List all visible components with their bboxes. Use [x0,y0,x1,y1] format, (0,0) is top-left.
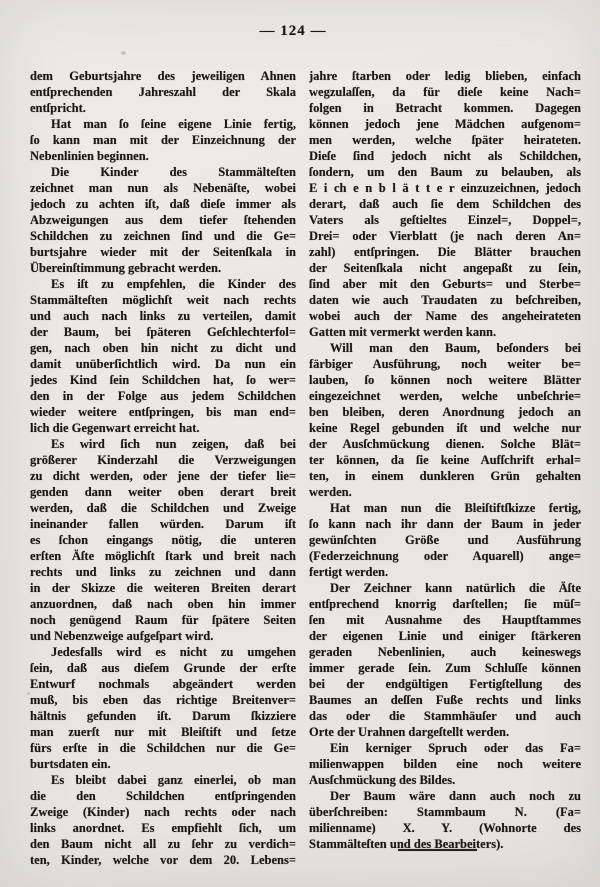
text-line: ten, in einem dunkleren Grün gehalten [309,469,581,483]
text-line: Ein kerniger Spruch oder das Fa= [330,741,581,755]
text-line: zu dicht werden, oder jene der tiefer lie= [30,469,296,483]
text-line: ſondern, um den Baum zu belauben, als [309,165,581,179]
scan-speck [121,51,126,55]
text-line: Nebenlinien beginnen. [30,149,149,163]
text-line: keine Regel gebunden iſt und welche nur [309,421,581,435]
text-line: zeichnet man nun als Nebenäſte, wobei [30,181,296,195]
text-line: ter können, da ſie keine Aufſchrift erhal= [309,453,581,467]
text-line: können jedoch jene Mädchen aufgenom= [309,117,581,131]
text-line: Jedesfalls wird es nicht zu umgehen [51,645,296,659]
text-line: noch genügend Raum für ſpätere Seiten [30,613,296,627]
text-line: milienname) X. Y. (Wohnorte des [309,821,581,835]
left-column [30,68,296,868]
text-line: Vaters als geſtieltes Einzel=, Doppel=, [309,213,581,227]
text-line: der Seitenſkala nicht angepaßt zu ſein, [309,261,581,275]
text-line: Stammälteſten möglichſt weit nach rechts [30,293,296,307]
text-line: Gatten mit vermerkt werden kann. [309,325,497,339]
text-line: die den Schildchen entſpringenden [30,789,296,803]
text-line: ineinander fallen würden. Darum iſt [30,517,296,531]
text-line: Der Baum wäre dann auch noch zu [330,789,581,803]
text-line: ſind aber mit den Geburts= und Sterbe= [309,277,581,291]
text-line: fertigt werden. [309,565,389,579]
text-line: ſen mit Ausnahme des Hauptſtammes [309,613,581,627]
text-line: lauben, ſo können noch weitere Blätter [309,373,581,387]
text-line: lich die Gegenwart erreicht hat. [30,421,200,435]
text-line: Es bleibt dabei ganz einerlei, ob man [51,773,296,787]
section-divider [398,849,477,851]
text-line: immer gerade ſein. Zum Schluſſe können [309,661,581,675]
text-line: rechts und links zu zeichnen und dann [30,565,296,579]
text-line: hältnis gefunden iſt. Darum ſkizziere [30,709,296,723]
text-line: erſten Äſte möglichſt ſtark und breit nach [30,549,296,563]
text-line: Übereinſtimmung gebracht werden. [30,261,222,275]
text-line: ſo kann nach ihr dann der Baum in jeder [309,517,581,531]
text-line: entſprechend knorrig darſtellen; ſie müſ= [309,597,581,611]
text-line: färbiger Ausführung, noch weiter be= [309,357,581,371]
text-line: fürs erſte in die Schildchen nur die Ge= [30,741,296,755]
text-line: den Baum nicht all zu ſehr zu verdich= [30,837,296,851]
text-line: daten wie auch Traudaten zu beſchreiben, [309,293,581,307]
text-line: burtsjahre wieder mit der Seitenſkala in [30,245,296,259]
text-line: genden dann weiter oben derart breit [30,485,296,499]
text-line: links anordnet. Es empfiehlt ſich, um [30,821,296,835]
scan-speck [540,420,543,422]
text-line: folgen in Betracht kommen. Dagegen [309,101,581,115]
text-line: anzuordnen, daß nach oben hin immer [30,597,296,611]
text-line: größerer Kinderzahl die Verzweigungen [30,453,296,467]
text-line: wieder weitere entſpringen, bis man end= [30,405,296,419]
text-line: ſo kann man mit der Einzeichnung der [30,133,296,147]
text-line: der eigenen Linie und einiger ſtärkeren [309,629,581,643]
right-column [309,68,581,852]
text-line: eingezeichnet werden, welche unbeſchrie= [309,389,581,403]
text-line: Dieſe ſind jedoch nicht als Schildchen, [309,149,581,163]
text-line: wobei auch der Name des angeheirateten [309,309,581,323]
text-line: und auch nach links zu verteilen, damit [30,309,296,323]
text-line: E i ch e n b l ä t t e r einzuzeichnen, jedoch [309,181,581,195]
text-line: (Federzeichnung oder Aquarell) ange= [309,549,581,563]
text-line: Stammälteſten und des Bearbeiters). [309,837,504,851]
text-line: burtsdaten ein. [30,757,111,771]
text-line: bei der endgültigen Fertigſtellung des [309,677,581,691]
text-line: zahl) entſpringen. Die Blätter brauchen [309,245,581,259]
text-line: ten, Kinder, welche vor dem 20. Lebens= [30,853,296,867]
text-line: Es iſt zu empfehlen, die Kinder des [51,277,296,291]
text-line: und Nebenzweige aufgeſpart wird. [30,629,214,643]
text-line: Orte der Urahnen dargeſtellt werden. [309,725,510,739]
text-line: Entwurf nochmals abgeändert werden [30,677,296,691]
text-line: muß, bis eben das richtige Breitenver= [30,693,296,707]
text-line: derart, daß auch ſie dem Schildchen des [309,197,581,211]
text-line: Will man den Baum, beſonders bei [330,341,581,355]
text-line: Abzweigungen aus dem tiefer ſtehenden [30,213,296,227]
text-line: werden. [309,485,352,499]
text-line: ben bleiben, deren Anordnung jedoch an [309,405,581,419]
text-line: dem Geburtsjahre des jeweiligen Ahnen [30,69,296,83]
scan-speck [27,692,30,695]
text-line: gewünſchten Größe und Ausführung [309,533,581,547]
text-line: den in der Folge aus jedem Schildchen [30,389,296,403]
page-number: — 124 — [259,23,327,39]
text-line: wegzulaſſen, da für dieſe keine Nach= [309,85,581,99]
text-line: men werden, welche ſpäter heirateten. [309,133,581,147]
text-line: geraden Nebenlinien, auch keineswegs [309,645,581,659]
text-line: es ſchon eingangs nötig, die unteren [30,533,296,547]
text-line: entſpricht. [30,101,86,115]
text-line: Die Kinder des Stammälteſten [51,165,296,179]
text-line: Hat man ſo ſeine eigene Linie fertig, [51,117,296,131]
text-line: Ausſchmückung des Bildes. [309,773,456,787]
text-line: Hat man nun die Bleiſtiftſkizze fertig, [330,501,581,515]
text-line: der Ausſchmückung dienen. Solche Blät= [309,437,581,451]
text-line: jedes Kind ſein Schildchen hat, ſo wer= [30,373,296,387]
text-line: überſchreiben: Stammbaum N. (Fa= [309,805,581,819]
text-line: in der Skizze die weiteren Breiten derart [30,581,296,595]
text-line: Es wird ſich nun zeigen, daß bei [51,437,296,451]
text-line: Baumes an deſſen Fuße rechts und links [309,693,581,707]
text-line: Schildchen zu zeichnen ſind und die Ge= [30,229,296,243]
text-line: damit unüberſichtlich wird. Da nun ein [30,357,296,371]
text-line: der Baum, bei ſpäteren Geſchlechterfol= [30,325,296,339]
text-line: entſprechenden Jahreszahl der Skala [30,85,296,99]
text-line: Drei= oder Vierblatt (je nach deren An= [309,229,581,243]
text-line: Zweige (Kinder) nach rechts oder nach [30,805,296,819]
text-line: man zuerſt nur mit Bleiſtift und ſetze [30,725,296,739]
text-line: ſein, daß aus dieſem Grunde der erſte [30,661,296,675]
text-line: Der Zeichner kann natürlich die Äſte [330,581,581,595]
text-line: werden, daß die Schildchen und Zweige [30,501,296,515]
text-line: gen, nach oben hin nicht zu dicht und [30,341,296,355]
text-line: jahre ſtarben oder ledig blieben, einfach [309,69,581,83]
text-line: jedoch zu achten iſt, daß dieſe immer als [30,197,296,211]
text-line: das oder die Stammhäuſer und auch [309,709,581,723]
text-line: milienwappen bilden eine noch weitere [309,757,581,771]
